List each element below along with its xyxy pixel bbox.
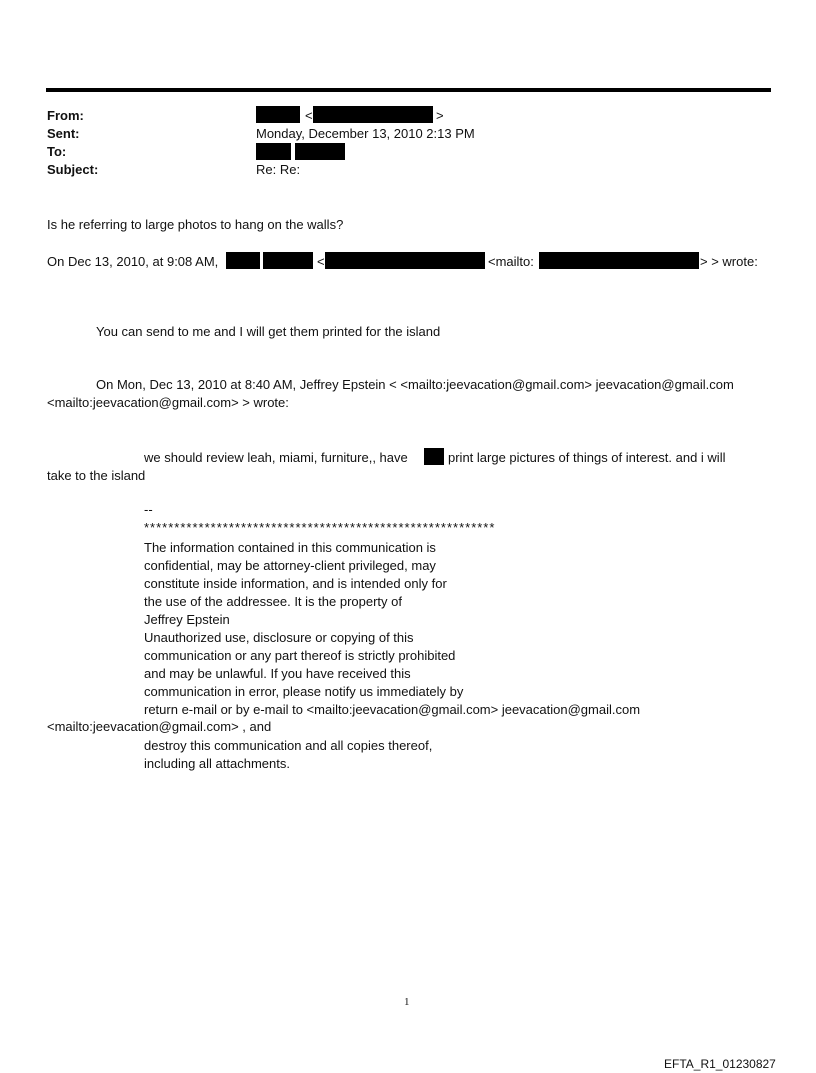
disclaimer-line: confidential, may be attorney-client privileged, may [144,558,436,573]
disclaimer-line: and may be unlawful. If you have received this [144,666,411,681]
message-part1: we should review leah, miami, furniture,, have [144,450,408,465]
sent-value: Monday, December 13, 2010 2:13 PM [256,126,475,141]
reply-line: You can send to me and I will get them printed for the island [96,324,441,339]
page-number: 1 [404,996,410,1008]
disclaimer-line: constitute inside information, and is intended only for [144,576,447,591]
disclaimer-line: the use of the addressee. It is the property of [144,594,402,609]
signature-stars: ********************************************************** [144,520,496,535]
disclaimer-line: The information contained in this communication is [144,540,436,555]
redaction-message-name [424,448,444,465]
disclaimer-block [144,539,640,719]
from-gt: > [436,108,444,123]
message-part2: print large pictures of things of interest. and i will [448,450,726,465]
quote1-mailto: <mailto: [488,254,534,269]
redaction-from-name [256,106,300,123]
redaction-to-first [256,143,291,160]
disclaimer-outdent: <mailto:jeevacation@gmail.com> , and [47,719,272,734]
quote1-prefix: On Dec 13, 2010, at 9:08 AM, [47,254,219,269]
subject-value: Re: Re: [256,162,301,177]
question-line: Is he referring to large photos to hang on the walls? [47,217,344,232]
disclaimer-line: communication or any part thereof is strictly prohibited [144,648,456,663]
message-line2: take to the island [47,468,146,483]
disclaimer-line: destroy this communication and all copies thereof, [144,738,433,753]
document-id: EFTA_R1_01230827 [664,1057,776,1071]
quote2-line1: On Mon, Dec 13, 2010 at 8:40 AM, Jeffrey Epstein < <mailto:jeevacation@gmail.com> jeevacation@gmail.com [96,377,734,392]
quote1-lt: < [317,254,325,269]
redaction-quote1-email [325,252,485,269]
redaction-to-last [295,143,345,160]
from-lt: < [305,108,313,123]
redaction-quote1-first [226,252,260,269]
sent-label: Sent: [47,126,80,141]
disclaimer-line: communication in error, please notify us immediately by [144,684,464,699]
redaction-from-email [313,106,433,123]
subject-label: Subject: [47,162,99,177]
from-label: From: [47,108,84,123]
disclaimer-tail [144,737,432,773]
redaction-quote1-last [263,252,313,269]
disclaimer-line: return e-mail or by e-mail to <mailto:jeevacation@gmail.com> jeevacation@gmail.com [144,702,641,717]
disclaimer-line: Jeffrey Epstein [144,612,230,627]
disclaimer-line: including all attachments. [144,756,290,771]
redaction-quote1-mailto [539,252,699,269]
quote2-line2: <mailto:jeevacation@gmail.com> > wrote: [47,395,289,410]
quote1-end: > > wrote: [700,254,758,269]
to-label: To: [47,144,67,159]
header-rule [46,88,771,92]
disclaimer-line: Unauthorized use, disclosure or copying of this [144,630,414,645]
signature-dash: -- [144,502,153,517]
